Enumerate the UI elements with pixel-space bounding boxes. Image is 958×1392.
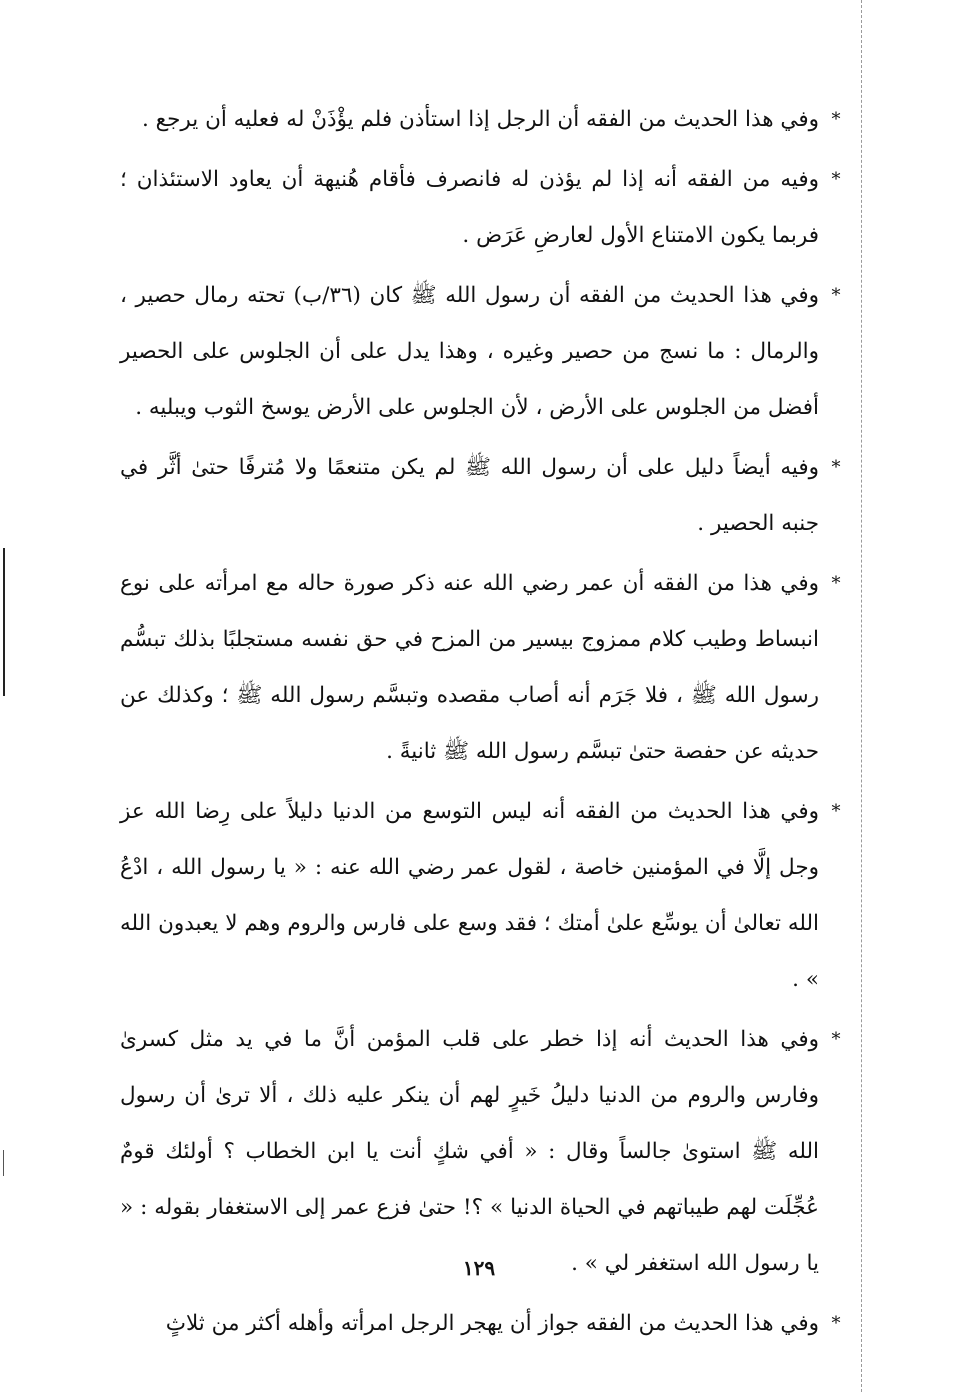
paragraph-text: وفي هذا من الفقه أن عمر رضي الله عنه ذكر صورة حاله مع امرأته على نوع انبساط وطيب كلام ممزوج بيسير من المزح في حق نفسه مستجلبًا بذلك تبسُّم رسول الله ﷺ ، فلا جَرَم أنه أصاب مقصده وتبسَّم رسول الله ﷺ ؛ وكذلك عن حديثه عن حفصة حتىٰ تبسَّم رسول الله ﷺ ثانيةً . <box>120 571 819 764</box>
paragraph-6 <box>120 784 845 1008</box>
bullet-icon: * <box>831 169 841 190</box>
paragraph-4 <box>120 440 845 552</box>
paragraph-8 <box>120 1296 845 1352</box>
page-number: ١٢٩ <box>462 1256 496 1280</box>
paragraph-text: وفي هذا الحديث من الفقه أنه ليس التوسع من الدنيا دليلاً على رِضا الله عز وجل إلَّا في المؤمنين خاصة ، لقول عمر رضي الله عنه : « يا رسول الله ، ادْعُ الله تعالىٰ أن يوسِّع علىٰ أمتك ؛ فقد وسع على فارس والروم وهم لا يعبدون الله » . <box>120 799 819 992</box>
bullet-icon: * <box>831 801 841 822</box>
paragraph-3 <box>120 268 845 436</box>
bullet-icon: * <box>831 1313 841 1334</box>
bullet-icon: * <box>831 573 841 594</box>
paragraph-text: وفي هذا الحديث من الفقه أن رسول الله ﷺ كان (٣٦/ب) تحته رمال حصير ، والرمال : ما نسج من حصير وغيره ، وهذا يدل على أن الجلوس على الحصير أفضل من الجلوس على الأرض ، لأن الجلوس على الأرض يوسخ الثوب ويبليه . <box>120 283 819 420</box>
paragraph-text: وفي هذا الحديث أنه إذا خطر على قلب المؤمن أنَّ ما في يد مثل كسرىٰ وفارس والروم من الدنيا دليلُ خَيرٍ لهم أن ينكر عليه ذلك ، ألا ترىٰ أن رسول الله ﷺ استوىٰ جالساً وقال : « أفي شكٍ أنت يا ابن الخطاب ؟ أولئك قومٌ عُجِّلَت لهم طيباتهم في الحياة الدنيا » ؟! حتىٰ فزع عمر إلى الاستغفار بقوله : « يا رسول الله استغفر لي » . <box>120 1027 819 1276</box>
paragraph-text: وفي هذا الحديث من الفقه أن الرجل إذا استأذن فلم يؤْذَنْ له فعليه أن يرجع . <box>142 107 819 132</box>
page-body <box>120 92 845 1356</box>
bullet-icon: * <box>831 285 841 306</box>
paragraph-2 <box>120 152 845 264</box>
bullet-icon: * <box>831 109 841 130</box>
bullet-icon: * <box>831 1029 841 1050</box>
paragraph-text: وفيه من الفقه أنه إذا لم يؤذن له فانصرف فأقام هُنيهة أن يعاود الاستئذان ؛ فربما يكون الامتناع الأول لعارضِ عَرَض . <box>120 167 819 248</box>
scan-margin-line <box>861 0 862 1392</box>
paragraph-7 <box>120 1012 845 1292</box>
paragraph-text: وفي هذا الحديث من الفقه جواز أن يهجر الرجل امرأته وأهله أكثر من ثلاثٍ <box>165 1311 819 1336</box>
scan-mark-small <box>3 1150 4 1176</box>
scan-mark <box>3 548 5 696</box>
paragraph-1 <box>120 92 845 148</box>
paragraph-5 <box>120 556 845 780</box>
bullet-icon: * <box>831 457 841 478</box>
paragraph-text: وفيه أيضاً دليل على أن رسول الله ﷺ لم يكن متنعمًا ولا مُترفًا حتىٰ أثَّر في جنبه الحصير . <box>120 455 819 536</box>
